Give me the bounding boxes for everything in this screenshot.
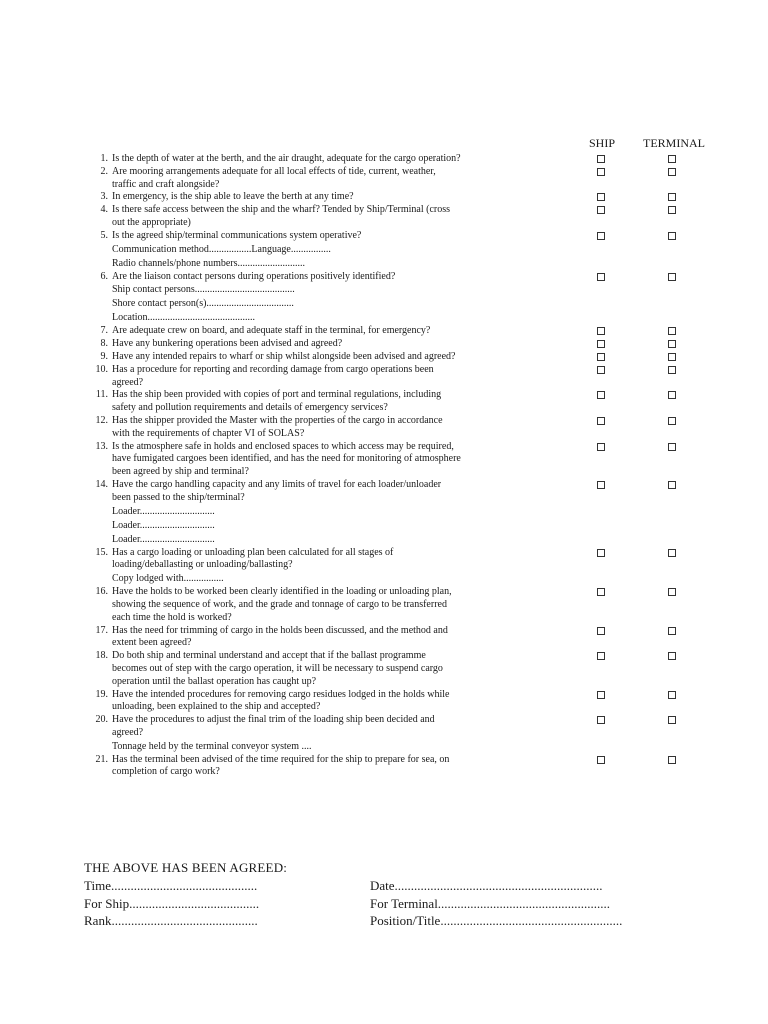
item-question — [112, 351, 568, 364]
checklist-item — [0, 325, 768, 338]
item-question — [112, 204, 568, 230]
terminal-checkbox[interactable] — [668, 206, 676, 214]
column-headers — [0, 136, 768, 152]
item-question-line: Has a procedure for reporting and recording damage from cargo operations been — [112, 363, 434, 375]
terminal-checkbox[interactable] — [668, 691, 676, 699]
item-question-line: In emergency, is the ship able to leave the berth at any time? — [112, 191, 354, 203]
item-number: 6. — [100, 270, 108, 282]
terminal-checkbox[interactable] — [668, 232, 676, 240]
item-fill-in-line[interactable]: Loader.............................. — [112, 505, 215, 517]
item-number: 18. — [95, 650, 108, 662]
checklist-item — [0, 166, 768, 192]
item-question-line: Has the need for trimming of cargo in the holds been discussed, and the method and — [112, 624, 448, 636]
item-question-line: Have the intended procedures for removing cargo residues lodged in the holds while — [112, 688, 450, 700]
item-question — [112, 415, 568, 441]
for-ship-field[interactable]: For Ship........................................ — [84, 896, 260, 911]
item-fill-in-line[interactable]: Ship contact persons........................................ — [112, 284, 295, 296]
item-question — [112, 271, 568, 284]
terminal-checkbox[interactable] — [668, 627, 676, 635]
terminal-checkbox[interactable] — [668, 481, 676, 489]
terminal-column-header: TERMINAL — [643, 136, 705, 150]
terminal-checkbox[interactable] — [668, 193, 676, 201]
item-question — [112, 166, 568, 192]
position-title-field[interactable]: Position/Title........................................................ — [370, 913, 623, 928]
ship-checkbox[interactable] — [597, 366, 605, 374]
ship-shore-safety-checklist — [0, 153, 768, 779]
ship-checkbox[interactable] — [597, 340, 605, 348]
item-question — [112, 625, 568, 651]
rank-field[interactable]: Rank............................................. — [84, 913, 258, 928]
terminal-checkbox[interactable] — [668, 391, 676, 399]
ship-checkbox[interactable] — [597, 691, 605, 699]
item-number: 11. — [95, 389, 108, 401]
item-number: 17. — [95, 624, 108, 636]
item-question — [112, 441, 568, 479]
terminal-checkbox[interactable] — [668, 588, 676, 596]
signature-row-time-date — [0, 878, 768, 896]
checklist-item — [0, 230, 768, 243]
item-question-line: Is the atmosphere safe in holds and enclosed spaces to which access may be required, — [112, 440, 454, 452]
ship-checkbox[interactable] — [597, 549, 605, 557]
ship-checkbox[interactable] — [597, 481, 605, 489]
item-question-line: agreed? — [112, 726, 144, 738]
item-fill-in-line[interactable]: Copy lodged with................ — [112, 573, 224, 585]
time-field[interactable]: Time............................................. — [84, 878, 258, 893]
item-number: 5. — [100, 229, 108, 241]
terminal-checkbox[interactable] — [668, 340, 676, 348]
item-question-line: Do both ship and terminal understand and accept that if the ballast programme — [112, 650, 426, 662]
item-number: 1. — [100, 153, 108, 164]
item-question-line: traffic and craft alongside? — [112, 178, 220, 190]
item-question — [112, 754, 568, 780]
terminal-checkbox[interactable] — [668, 366, 676, 374]
ship-checkbox[interactable] — [597, 443, 605, 451]
item-number: 2. — [100, 165, 108, 177]
checklist-item — [0, 754, 768, 780]
for-terminal-field[interactable]: For Terminal..................................................... — [370, 896, 611, 911]
item-question-line: extent been agreed? — [112, 637, 192, 649]
item-number: 14. — [95, 478, 108, 490]
item-number: 10. — [95, 363, 108, 375]
checklist-item — [0, 153, 768, 166]
item-question-line: Have any bunkering operations been advised and agreed? — [112, 338, 343, 350]
item-number: 20. — [95, 714, 108, 726]
checklist-item — [0, 364, 768, 390]
item-fill-in-line[interactable]: Loader.............................. — [112, 519, 215, 531]
item-question-line: Has the shipper provided the Master with the properties of the cargo in accordance — [112, 414, 443, 426]
item-question — [112, 191, 568, 204]
item-question-line: been agreed by ship and terminal? — [112, 466, 249, 478]
signature-row-ship-terminal — [0, 896, 768, 914]
item-question-line: Has the ship been provided with copies of port and terminal regulations, including — [112, 389, 442, 401]
item-question-line: Are adequate crew on board, and adequate staff in the terminal, for emergency? — [112, 325, 431, 337]
checklist-item — [0, 415, 768, 441]
item-number: 21. — [95, 753, 108, 765]
item-question — [112, 325, 568, 338]
signature-row-rank-position — [0, 913, 768, 931]
ship-checkbox[interactable] — [597, 168, 605, 176]
terminal-checkbox[interactable] — [668, 652, 676, 660]
checklist-item — [0, 689, 768, 715]
ship-checkbox[interactable] — [597, 716, 605, 724]
item-number: 3. — [100, 191, 108, 203]
item-fill-in-line[interactable]: Loader.............................. — [112, 533, 215, 545]
item-question-line: been passed to the ship/terminal? — [112, 491, 245, 503]
item-question — [112, 153, 568, 166]
terminal-checkbox[interactable] — [668, 443, 676, 451]
ship-checkbox[interactable] — [597, 756, 605, 764]
item-question — [112, 479, 568, 505]
item-number: 7. — [100, 325, 108, 337]
ship-checkbox[interactable] — [597, 155, 605, 163]
item-number: 19. — [95, 688, 108, 700]
item-question-line: agreed? — [112, 376, 144, 388]
item-number: 8. — [100, 338, 108, 350]
item-question-line: Are mooring arrangements adequate for all local effects of tide, current, weather, — [112, 165, 436, 177]
ship-checkbox[interactable] — [597, 588, 605, 596]
ship-checkbox[interactable] — [597, 627, 605, 635]
item-question-line: Has a cargo loading or unloading plan been calculated for all stages of — [112, 546, 394, 558]
terminal-checkbox[interactable] — [668, 353, 676, 361]
item-question-line: loading/deballasting or unloading/ballasting? — [112, 559, 293, 571]
ship-checkbox[interactable] — [597, 232, 605, 240]
item-fill-in-line[interactable]: Location........................................... — [112, 312, 256, 324]
agreement-title: THE ABOVE HAS BEEN AGREED: — [84, 860, 288, 875]
item-number: 12. — [95, 414, 108, 426]
item-question-line: Have the procedures to adjust the final trim of the loading ship been decided and — [112, 714, 435, 726]
item-number: 4. — [100, 204, 108, 216]
item-number: 15. — [95, 546, 108, 558]
item-question-line: each time the hold is worked? — [112, 611, 232, 623]
terminal-checkbox[interactable] — [668, 168, 676, 176]
checklist-item — [0, 271, 768, 284]
item-number: 9. — [100, 350, 108, 362]
item-question — [112, 364, 568, 390]
checklist-item — [0, 338, 768, 351]
checklist-item — [0, 586, 768, 624]
ship-checkbox[interactable] — [597, 652, 605, 660]
item-question-line: Are the liaison contact persons during operations positively identified? — [112, 270, 396, 282]
terminal-checkbox[interactable] — [668, 716, 676, 724]
checklist-item — [0, 547, 768, 573]
ship-checkbox[interactable] — [597, 417, 605, 425]
item-fill-in-line[interactable]: Tonnage held by the terminal conveyor system .... — [112, 740, 312, 752]
item-question-line: Have the holds to be worked been clearly identified in the loading or unloading plan, — [112, 586, 452, 598]
item-question — [112, 338, 568, 351]
item-question — [112, 389, 568, 415]
item-question — [112, 650, 568, 688]
terminal-checkbox[interactable] — [668, 155, 676, 163]
checklist-item — [0, 389, 768, 415]
item-question-line: Have the cargo handling capacity and any limits of travel for each loader/unloader — [112, 478, 442, 490]
item-question-line: have fumigated cargoes been identified, and has the need for monitoring of atmosphere — [112, 453, 461, 465]
item-question — [112, 547, 568, 573]
item-question-line: Have any intended repairs to wharf or ship whilst alongside been advised and agreed? — [112, 350, 456, 362]
checklist-item — [0, 625, 768, 651]
checklist-item — [0, 479, 768, 505]
terminal-checkbox[interactable] — [668, 549, 676, 557]
ship-checkbox[interactable] — [597, 206, 605, 214]
item-question — [112, 689, 568, 715]
checklist-item — [0, 714, 768, 740]
ship-checkbox[interactable] — [597, 273, 605, 281]
ship-checkbox[interactable] — [597, 193, 605, 201]
item-number: 13. — [95, 440, 108, 452]
item-question-line: with the requirements of chapter VI of SOLAS? — [112, 427, 305, 439]
ship-column-header: SHIP — [588, 136, 615, 150]
checklist-item — [0, 441, 768, 479]
checklist-item — [0, 204, 768, 230]
item-fill-in-line[interactable]: Communication method.................Language................ — [112, 243, 331, 255]
checklist-item — [0, 191, 768, 204]
ship-checkbox[interactable] — [597, 353, 605, 361]
ship-checkbox[interactable] — [597, 391, 605, 399]
terminal-checkbox[interactable] — [668, 417, 676, 425]
item-question-line: Is the agreed ship/terminal communications system operative? — [112, 229, 362, 241]
item-question-line: Is there safe access between the ship and the wharf? Tended by Ship/Terminal (cross — [112, 204, 451, 216]
terminal-checkbox[interactable] — [668, 756, 676, 764]
item-question-line: Has the terminal been advised of the time required for the ship to prepare for sea, on — [112, 753, 450, 765]
item-fill-in-line[interactable]: Shore contact person(s)................................... — [112, 298, 294, 310]
checklist-item — [0, 650, 768, 688]
item-question-line: completion of cargo work? — [112, 766, 220, 778]
item-question-line: unloading, been explained to the ship and accepted? — [112, 701, 321, 713]
item-question — [112, 586, 568, 624]
date-field[interactable]: Date................................................................ — [370, 878, 603, 893]
item-question-line: safety and pollution requirements and details of emergency services? — [112, 402, 388, 414]
item-number: 16. — [95, 586, 108, 598]
item-question-line: showing the sequence of work, and the grade and tonnage of cargo to be transferred — [112, 598, 447, 610]
item-question — [112, 230, 568, 243]
item-question-line: Is the depth of water at the berth, and the air draught, adequate for the cargo operation? — [112, 153, 461, 164]
terminal-checkbox[interactable] — [668, 273, 676, 281]
terminal-checkbox[interactable] — [668, 327, 676, 335]
item-question-line: operation until the ballast operation has caught up? — [112, 675, 317, 687]
item-fill-in-line[interactable]: Radio channels/phone numbers........................... — [112, 257, 306, 269]
item-question — [112, 714, 568, 740]
item-question-line: becomes out of step with the cargo operation, it will be necessary to suspend cargo — [112, 662, 443, 674]
item-question-line: out the appropriate) — [112, 216, 191, 228]
ship-checkbox[interactable] — [597, 327, 605, 335]
checklist-item — [0, 351, 768, 364]
